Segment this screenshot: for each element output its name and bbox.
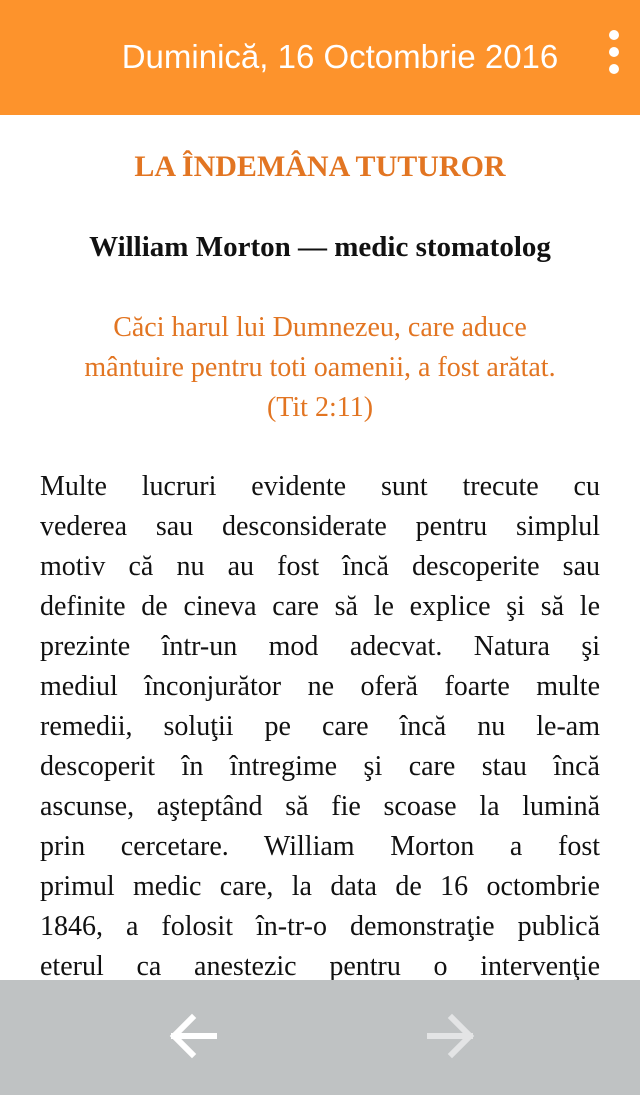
more-vert-icon[interactable]	[595, 30, 635, 74]
body-line: descoperit în întregime şi care stau încă	[40, 751, 600, 782]
body-line: prin cercetare. William Morton a fost	[40, 831, 600, 862]
article-content[interactable]	[0, 115, 640, 980]
date-title: Duminică, 16 Octombrie 2016	[121, 38, 559, 75]
body-line: primul medic care, la data de 16 octombrie	[40, 871, 600, 902]
body-line: mediul înconjurător ne oferă foarte multe	[40, 671, 600, 702]
body-line: definite de cineva care să le explice şi să le	[40, 591, 600, 622]
verse-reference: (Tit 2:11)	[266, 392, 374, 423]
body-line: prezinte într-un mod adecvat. Natura şi	[40, 631, 600, 662]
bottom-nav-bar	[0, 980, 640, 1095]
body-line: ascunse, aşteptând să fie scoase la lumină	[40, 791, 600, 822]
arrow-left-icon	[162, 1010, 222, 1062]
article-body	[40, 467, 600, 980]
body-line: 1846, a folosit în-tr-o demonstraţie publică	[40, 911, 600, 942]
body-line: Multe lucruri evidente sunt trecute cu	[40, 471, 600, 502]
back-button[interactable]	[162, 1010, 222, 1062]
body-line: vederea sau desconsiderate pentru simplul	[40, 511, 600, 542]
article-subtitle: William Morton — medic stomatolog	[89, 231, 551, 263]
verse-line: Căci harul lui Dumnezeu, care aduce	[113, 312, 527, 343]
body-line: eterul ca anestezic pentru o intervenţie	[40, 951, 600, 980]
bible-verse	[20, 308, 620, 428]
app-bar	[0, 0, 640, 115]
forward-button[interactable]	[422, 1010, 482, 1062]
body-line: motiv că nu au fost încă descoperite sau	[40, 551, 600, 582]
body-line: remedii, soluţii pe care încă nu le-am	[40, 711, 600, 742]
article-heading: LA ÎNDEMÂNA TUTUROR	[134, 150, 506, 183]
verse-line: mântuire pentru toti oamenii, a fost arătat.	[84, 352, 556, 383]
arrow-right-icon	[422, 1010, 482, 1062]
